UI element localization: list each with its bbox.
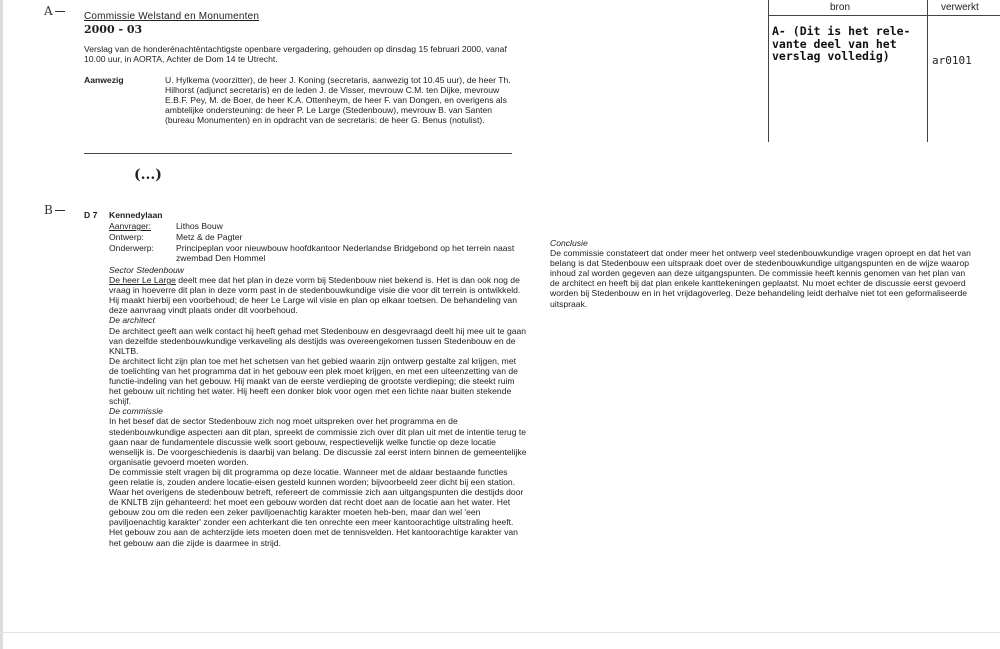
table-left-line <box>768 0 769 142</box>
sector-text: deelt mee dat het plan in deze vorm bij Stedenbouw niet bekend is. Het is dan ook nog de vraag in hoeverre dit plan in deze vorm past in de stedenbouwkundige visie die voor dit terrein is ontwikkeld. Hij maakt hierbij een voorbehoud; de heer Le Large wil visie en plan op elkaar toetsen. De behandeling van deze aanvraag vindt plaats onder dit voorbehoud. <box>109 275 521 316</box>
commissie-heading: De commissie <box>109 406 163 417</box>
aanvrager-row <box>109 221 529 231</box>
sector-heading: Sector Stedenbouw <box>109 265 185 275</box>
ellipsis: (...) <box>134 167 162 183</box>
verwerkt-code: ar0101 <box>932 54 972 67</box>
commissie-p1: In het besef dat de sector Stedenbouw zich nog moet uitspreken over het programma en de stedenbouwkundige aspecten aan dit plan, spreekt de commissie zich over dit plan uit met de intentie terug te gaan naar de fundamentele discussie welk soort gebouw, respectievelijk welke functie op deze locatie wenselijk is. De voorgeschiedenis is daarbij van belang. De discussie zal eerst intern binnen de gemeentelijke organisatie gevoerd moeten worden. <box>109 416 527 467</box>
header-divider <box>84 153 512 154</box>
conclusie-heading: Conclusie <box>550 238 588 248</box>
ontwerp-value: Metz & de Pagter <box>176 232 243 242</box>
table-top-line <box>768 15 1000 16</box>
sector-lead: De heer Le Large <box>109 275 176 286</box>
commissie-p3: Waar het overigens de stedenbouw betreft, refereert de commissie zich aan uitgangspunten die destijds door de KNLTB zijn gehanteerd: het moet een gebouw worden dat recht doet aan de locatie aan het water. Het gebouw zou om die reden een zeker paviljoenachtig karakter moeten heb-ben, maar dan wel 'een paviljoenachtig karakter' zonder een achterkant die ten onrechte een meer kantoorachtige uitstraling heeft. Het gebouw zou aan de achterzijde iets moeten doen met de tennisvelden. Het kantoorachtige karakter van het gebouw aan die zijde is daarmee in strijd. <box>109 487 524 548</box>
conclusion-block <box>550 238 974 309</box>
present-text: U. Hylkema (voorzitter), de heer J. Koning (secretaris, aanwezig tot 10.45 uur), de heer Th. Hilhorst (adjunct secretaris) en de leden J. de Visser, mevrouw C.M. ten Dijke, mevrouw E.B.F. Pey, M. de Boer, de heer K.A. Ottenheym, de heer F. van Dongen, en overigens als ambtelijke ondersteuning: de heer P. Le Large (Stedenbouw), mevrouw B. van Santen (bureau Monumenten) en in opdracht van de secretaris: de heer G. Benus (notulist). <box>165 75 511 126</box>
table-mid-line <box>927 0 928 142</box>
architect-heading: De architect <box>109 315 155 326</box>
ontwerp-label: Ontwerp: <box>109 232 144 242</box>
item-body <box>109 265 527 548</box>
margin-mark-a: A <box>44 4 65 18</box>
onderwerp-row <box>109 243 529 263</box>
bottom-scan-edge <box>0 632 1000 633</box>
margin-mark-b: B <box>44 203 65 217</box>
commissie-p2: De commissie stelt vragen bij dit programma op deze locatie. Wanneer met de aldaar bestaande functies geen relatie is, zouden andere locatie-eisen gesteld kunnen worden; bijvoorbeeld zeer dicht bij een station. <box>109 466 516 487</box>
intro-text: Verslag van de honderénachtëntachtigste openbare vergadering, gehouden op dinsdag 15 februari 2000, vanaf 10.00 uur, in AORTA, Achter de Dom 14 te Utrecht. <box>84 44 507 65</box>
ontwerp-row <box>109 232 529 242</box>
item-number: D 7 <box>84 210 98 220</box>
report-year: 2000 - 03 <box>84 23 143 36</box>
architect-p1: De architect geeft aan welk contact hij heeft gehad met Stedenbouw en desgevraagd deelt hij mee uit te gaan van dezelfde stedenbouwkundige verkaveling als destijds was overeengekomen tussen Stedenbouw en de KNLTB. <box>109 325 527 356</box>
onderwerp-label: Onderwerp: <box>109 243 154 253</box>
present-label: Aanwezig <box>84 75 124 85</box>
aanvrager-label: Aanvrager: <box>109 221 152 231</box>
item-title: Kennedylaan <box>109 210 163 220</box>
conclusie-text: De commissie constateert dat onder meer het ontwerp veel stedenbouwkundige vragen oproept en dat het van belang is dat Stedenbouw een uitspraak doet over de stedenbouwkundige uitgangspunten en de wijze waarop inhoud zal worden gegeven aan deze uitgangspunten. De commissie heeft kennis genomen van het plan van de architect en heeft bij dat plan enkele kanttekeningen geplaatst. Nu moet echter de discussie eerst gevoerd worden bij Stedenbouw en in het vrijdagoverleg. Deze behandeling leidt derhalve niet tot een geformaliseerde uitspraak. <box>550 248 971 309</box>
bron-note: A- (Dit is het rele- vante deel van het verslag volledig) <box>772 24 911 63</box>
onderwerp-value: Principeplan voor nieuwbouw hoofdkantoor Nederlandse Bridgebond op het terrein naast zwembad Den Hommel <box>176 243 515 264</box>
aanvrager-value: Lithos Bouw <box>176 221 223 231</box>
col-bron-header: bron <box>830 2 851 13</box>
col-verwerkt-header: verwerkt <box>941 2 979 13</box>
sector-paragraph <box>109 275 527 315</box>
left-edge <box>0 0 3 649</box>
architect-p2: De architect licht zijn plan toe met het schetsen van het gebied waarin zijn ontwerp gestalte zal krijgen, met de toelichting van het programma dat in het gebouw een plek moet krijgen, en met een uiteenzetting van de functie-indeling van het gebouw. Hij maakt van de eerste verdieping de grootste verdieping; die steekt ruim het gebouw uit richting het water. Hij heeft een donker blok voor ogen met een lichte naar buiten stekende schijf. <box>109 355 518 407</box>
commission-name: Commissie Welstand en Monumenten <box>84 11 260 22</box>
